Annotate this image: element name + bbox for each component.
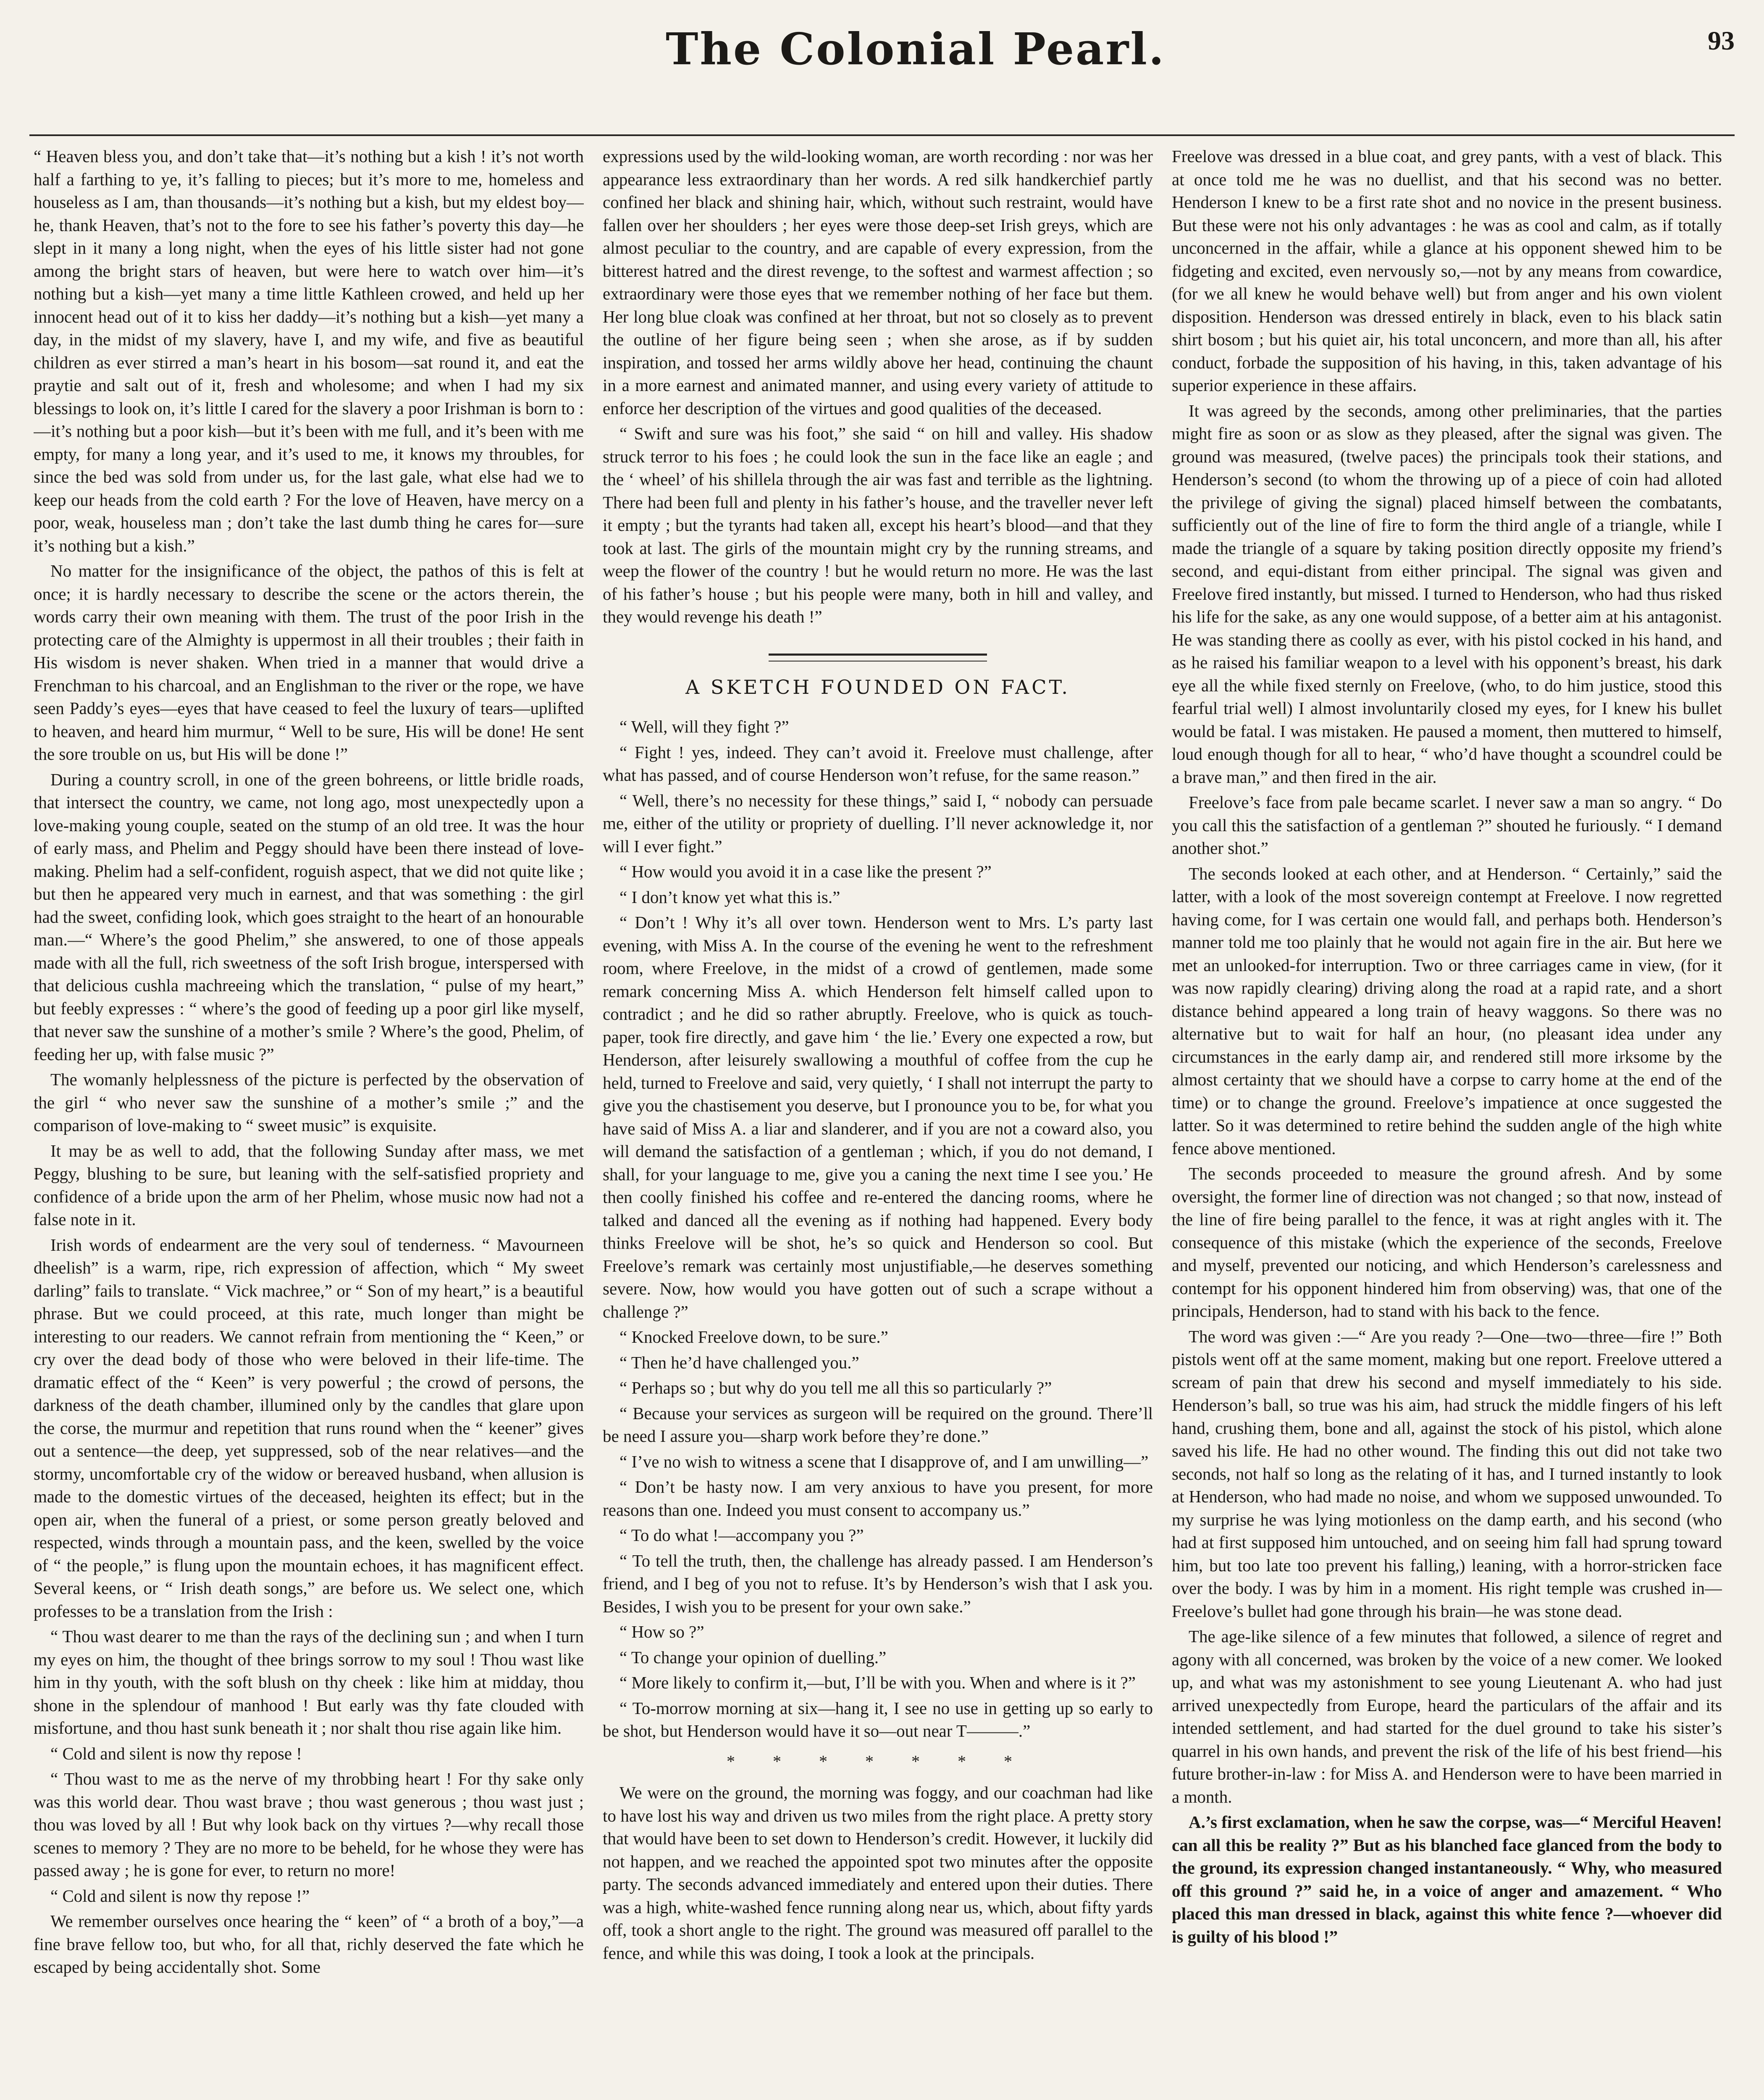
keen-refrain: “ Cold and silent is now thy repose ! [50,1743,302,1763]
keen-verse: “ Thou wast dearer to me than the rays of the declining sun ; and when I turn my eyes on him, the thought of thee brings sorrow to my soul ! Thou wast like him in thy youth, with the soft blush on thy cheek : like him at midday, thou shone in the splendour of manhood ! But early was thy fate clouded with misfortune, and thou hast sunk beneath it ; nor shalt thou rise again like him. [34,1627,584,1738]
paragraph: Freelove was dressed in a blue coat, and grey pants, with a vest of black. This at once told me he was no duellist, and that his second was no better. Henderson I knew to be a first rate shot and no novice in the present business. But these were not his only advantages : he was as cool and calm, as if totally unconcerned in the affair, while a glance at his opponent shewed him to be fidgeting and excited, even nervously so,—not by any means from cowardice, (for we all knew he would behave well) but from anger and his own violent disposition. Henderson was dressed entirely in black, even to his black satin shirt bosom ; but his quiet air, his total unconcern, and more than all, his after conduct, forbade the supposition of his having, in this, taken advantage of his superior experience in these affairs. [1172,147,1722,395]
paragraph: It was agreed by the seconds, among other preliminaries, that the parties might fire as soon or as slow as they pleased, after the signal was given. The ground was measured, (twelve paces) the principals took their stations, and Henderson’s second (to whom the throwing up of a piece of coin had alloted the privilege of giving the signal) placed himself between the combatants, sufficiently out of the line of fire to form the third angle of a triangle, while I made the triangle of a square by taking position directly opposite my friend’s second, and equi-distant from either principal. The signal was given and Freelove fired instantly, but missed. I turned to Henderson, who had thus risked his life for the sake, as any one would suppose, of a better aim at his antagonist. He was standing there as coolly as ever, with his pistol cocked in his hand, and as he raised his familiar weapon to a level with his opponent’s breast, his dark eye all the while fixed sternly on Freelove, (who, to do him justice, stood this fearful trial well) I almost involuntarily closed my eyes, for I knew his bullet would be fatal. I was mistaken. He paused a moment, then muttered to himself, loud enough though for all to hear, “ who’d have thought a scoundrel could be a brave man,” and then fired in the air. [1172,401,1722,787]
dialogue-line: “ I’ve no wish to witness a scene that I disapprove of, and I am unwilling—” [620,1452,1149,1471]
dialogue-line: “ Then he’d have challenged you.” [620,1352,859,1372]
page-number: 93 [1708,26,1735,55]
dialogue-line: “ To do what !—accompany you ?” [620,1525,864,1545]
paragraph: No matter for the insignificance of the object, the pathos of this is felt at once; it is hardly necessary to describe the scene or the actors therein, the words carry their own meaning with them. The trust of the poor Irish in the protecting care of the Almighty is uppermost in all their troubles ; their faith in His wisdom is never shaken. When tried in a manner that would drive a Frenchman to his charcoal, and an Englishman to the river or the rope, we have seen Paddy’s eyes—eyes that have ceased to feel the luxury of tears—uplifted to heaven, and heard him murmur, “ Well to be sure, His will be done! He sent the sore trouble on us, but His will be done !” [34,561,584,764]
dialogue-line: “ Because your services as surgeon will be required on the ground. There’ll be need I assure you—sharp work before they’re done.” [603,1403,1153,1446]
dialogue-line: “ Don’t ! Why it’s all over town. Henderson went to Mrs. L’s party last evening, with Miss A. In the course of the evening he went to the refreshment room, where Freelove, in the midst of a crowd of gentlemen, made some remark concerning Miss A. which Henderson felt himself called upon to contradict ; and he did so rather abruptly. Freelove, who is quick as touch-paper, took fire directly, and gave him ‘ the lie.’ Every one expected a row, but Henderson, after leisurely swallowing a mouthful of coffee from the cup he held, turned to Freelove and said, very quietly, ‘ I shall not interrupt the party to give you the chastisement you deserve, but I pronounce you to be, for what you have said of Miss A. a liar and slanderer, and if you are not a coward also, you will demand the satisfaction of a gentleman ; which, if you do not demand, I shall, for your language to me, give you a caning the next time I see you.’ He then coolly finished his coffee and re-entered the dancing rooms, where he talked and danced all the evening as if nothing had happened. Every body thinks Freelove will be shot, he’s so quick and Henderson so cool. But Freelove’s remark was certainly most unjustifiable,—he deserves something severe. Now, how would you have gotten out of such a scrape without a challenge ?” [603,913,1153,1321]
paragraph: During a country scroll, in one of the green bohreens, or little bridle roads, that intersect the country, we came, not long ago, most unexpectedly upon a love-making young couple, seated on the stump of an old tree. It was the hour of early mass, and Phelim and Peggy should have been there instead of love-making. Phelim had a self-confident, roguish aspect, that we did not quite like ; but then he appeared very much in earnest, and that was something : the girl had the sweet, confiding look, which goes straight to the heart of an honourable man.—“ Where’s the good Phelim,” she answered, to one of those appeals made with all the full, rich sweetness of the soft Irish brogue, interspersed with that delicious cushla machreeing which the translation, “ pulse of my heart,” but feebly expresses : “ where’s the good of feeding up a poor girl like myself, that never saw the sunshine of a mother’s smile ? Where’s the good, Phelim, of feeding her up, with false music ?” [34,769,584,1064]
dialogue-line: “ Fight ! yes, indeed. They can’t avoid it. Freelove must challenge, after what has passed, and of course Henderson won’t refuse, for the same reason.” [603,742,1153,785]
column-2 [603,145,1153,2100]
dialogue-line: “ Well, will they fight ?” [620,717,789,736]
paragraph: A.’s first exclamation, when he saw the corpse, was—“ Merciful Heaven! can all this be reality ?” But as his blanched face glanced from the body to the ground, its expression changed instantaneously. “ Why, who measured off this ground ?” said he, in a voice of anger and amazement. “ Who placed this man dressed in black, against this white fence ?—whoever did is guilty of his blood !” [1172,1812,1722,1946]
keen-refrain: “ Cold and silent is now thy repose !” [50,1886,310,1906]
section-title: A SKETCH FOUNDED ON FACT. [685,675,1070,698]
paragraph: The seconds looked at each other, and at Henderson. “ Certainly,” said the latter, with a look of the most sovereign contempt at Freelove. I now regretted having come, for I was certain one would fall, and perhaps both. Henderson’s manner told me too plainly that he would not again fire in the air. But here we met an unlooked-for interruption. Two or three carriages came in view, (for it was now rapidly clearing) driving along the road at a rapid rate, and a short distance behind appeared a long train of heavy waggons. So there was no alternative but to wait for half an hour, (no pleasant idea under any circumstances in the early damp air, and rendered still more irksome by the almost certainty that we should have a corpse to carry home at the end of the time) or to change the ground. Freelove’s impatience at once suggested the latter. So it was determined to retire behind the sudden angle of the high white fence above mentioned. [1172,864,1722,1158]
paragraph: “ Swift and sure was his foot,” she said “ on hill and valley. His shadow struck terror to his foes ; he could look the sun in the face like an eagle ; and the ‘ wheel’ of his shillela through the air was fast and terrible as the lightning. There had been full and plenty in his father’s house, and the traveller never left it empty ; but the tyrants had taken all, except his heart’s blood—and that they took at last. The girls of the mountain might cry by the running streams, and weep the flower of the country ! but he would return no more. He was the last of his father’s house ; but his people were many, both in hill and valley, and they would revenge his death !” [603,424,1153,626]
section-rule [769,654,987,662]
paragraph: The word was given :—“ Are you ready ?—One—two—three—fire !” Both pistols went off at the same moment, making but one report. Freelove uttered a scream of pain that drew his second and myself immediately to his side. Henderson’s ball, so true was his aim, had struck the middle fingers of his left hand, crushing them, bone and all, against the stock of his pistol, which alone saved his life. He had no other wound. The finding this out did not take two seconds, not half so long as the relating of it has, and I turned instantly to look at Henderson, who had made no noise, and whom we supposed unwounded. To my surprise he was lying motionless on the damp earth, and his second (who had at first supposed him untouched, and on seeing him fall had sprung toward him, but too late too prevent his falling,) leaning, with a horror-stricken face over the body. I was by him in a moment. His right temple was crushed in—Freelove’s bullet had gone through his brain—he was stone dead. [1172,1326,1722,1621]
dialogue-line: “ How would you avoid it in a case like the present ?” [620,862,992,881]
article-columns [34,145,1730,2100]
dialogue-line: “ I don’t know yet what this is.” [620,887,840,907]
dialogue-line: “ Perhaps so ; but why do you tell me all this so particularly ?” [620,1378,1052,1397]
section-break [603,654,1153,699]
paragraph: It may be as well to add, that the following Sunday after mass, we met Peggy, blushing to be sure, but leaning with the self-satisfied propriety and confidence of a bride upon the arm of her Phelim, whose music now had not a false note in it. [34,1141,584,1229]
dialogue-line: “ To-morrow morning at six—hang it, I see no use in getting up so early to be shot, but Henderson would have it so—out near T———.” [603,1698,1153,1740]
paragraph: The age-like silence of a few minutes that followed, a silence of regret and agony with all concerned, was broken by the voice of a new comer. We looked up, and what was my astonishment to see young Lieutenant A. who had just arrived unexpectedly from Europe, heard the particulars of the affair and its intended settlement, and had started for the duel ground to take his sister’s quarrel in his own hands, and prevent the risk of the life of his best friend—his future brother-in-law : for Miss A. and Henderson were to have been married in a month. [1172,1627,1722,1806]
masthead-title: The Colonial Pearl. [665,23,1166,75]
dialogue-line: “ How so ?” [620,1622,704,1641]
paragraph: We were on the ground, the morning was foggy, and our coachman had like to have lost his way and driven us two miles from the right place. A pretty story that would have been to set down to Henderson’s credit. However, it luckily did not happen, and we reached the appointed spot two minutes after the opposite party. The seconds advanced immediately and entered upon their duties. There was a high, white-washed fence running along near us, which, about fifty yards off, took a short angle to the right. The ground was measured off parallel to the fence, and while this was doing, I took a look at the principals. [603,1783,1153,1963]
paragraph: Irish words of endearment are the very soul of tenderness. “ Mavourneen dheelish” is a warm, ripe, rich expression of affection, which “ My sweet darling” fails to translate. “ Vick machree,” or “ Son of my heart,” is a beautiful phrase. But we could proceed, at this rate, much longer than might be interesting to our readers. We cannot refrain from mentioning the “ Keen,” or cry over the dead body of those who were beloved in their life-time. The dramatic effect of the “ Keen” is very powerful ; the crowd of persons, the darkness of the death chamber, illumined only by the candles that glare upon the corse, the murmur and repetition that runs round when the “ keener” gives out a sentence—the deep, yet suppressed, sob of the near relatives—and the stormy, uncomfortable cry of the widow or bereaved husband, when allusion is made to the domestic virtues of the deceased, heighten its effect; but in the open air, when the funeral of a priest, or some person greatly beloved and respected, winds through a mountain pass, and the keen, swelled by the voice of “ the people,” is flung upon the mountain echoes, it has magnificent effect. Several keens, or “ Irish death songs,” are before us. We select one, which professes to be a translation from the Irish : [34,1235,584,1621]
paragraph: We remember ourselves once hearing the “ keen” of “ a broth of a boy,”—a fine brave fellow too, but who, for all that, richly deserved the fate which he escaped by being accidentally shot. Some [34,1911,584,1977]
column-1 [34,145,584,2100]
paragraph: expressions used by the wild-looking woman, are worth recording : nor was her appearance less extraordinary than her words. A red silk handkerchief partly confined her black and shining hair, which, without such restraint, would have fallen over her shoulders ; her eyes were those deep-set Irish greys, which are almost peculiar to the country, and are capable of every expression, from the bitterest hatred and the direst revenge, to the softest and warmest affection ; so extraordinary were those eyes that we remember nothing of her face but them. Her long blue cloak was confined at her throat, but not so closely as to prevent the outline of her figure being seen ; when she arose, as if by sudden inspiration, and tossed her arms wildly above her head, continuing the chaunt in a more earnest and animated manner, and using every variety of attitude to enforce her description of the virtues and good qualities of the deceased. [603,147,1153,418]
paragraph: Freelove’s face from pale became scarlet. I never saw a man so angry. “ Do you call this the satisfaction of a gentleman ?” shouted he furiously. “ I demand another shot.” [1172,793,1722,858]
paragraph: “ Heaven bless you, and don’t take that—it’s nothing but a kish ! it’s not worth half a farthing to ye, it’s falling to pieces; but it’s more to me, homeless and houseless as I am, than thousands—it’s nothing but a kish, but my eldest boy—he, thank Heaven, that’s not to the fore to see his father’s poverty this day—he slept in it many a long night, when the eyes of his little sister had not gone among the bright stars of heaven, but were here to watch over him—it’s nothing but a kish—yet many a time little Kathleen crowed, and held up her innocent head out of it to kiss her daddy—it’s nothing but a kish—yet many a day, in the midst of my slavery, have I, and my wife, and five as beautiful children as ever stirred a man’s heart in his bosom—sat round it, and eat the praytie and salt out of it, fresh and wholesome; and when I had my six blessings to look on, it’s little I cared for the slavery a poor Irishman is born to :—it’s nothing but a poor kish—but it’s been with me full, and it’s been with me empty, for many a long year, and it’s used to me, it knows my throubles, for since the bed was sold from under us, for the last gale, what else had we to keep our heads from the cold earth ? For the love of Heaven, have mercy on a poor, weak, houseless man ; don’t take the last dumb thing he cares for—sure it’s nothing but a kish.” [34,147,584,555]
header-rule [29,134,1735,136]
dialogue-line: “ Well, there’s no necessity for these things,” said I, “ nobody can persuade me, either of the utility or propriety of duelling. I’ll never acknowledge it, nor will I ever fight.” [603,790,1153,856]
dialogue-line: “ To tell the truth, then, the challenge has already passed. I am Henderson’s friend, and I beg of you not to refuse. It’s by Henderson’s wish that I ask you. Besides, I wish you to be present for your own sake.” [603,1551,1153,1616]
section-stars: * * * * * * * [727,1751,1029,1771]
keen-verse: “ Thou wast to me as the nerve of my throbbing heart ! For thy sake only was this world dear. Thou wast brave ; thou wast generous ; thou wast just ; thou was loved by all ! But why look back on thy virtues ?—why recall those scenes to memory ? They are no more to be beheld, for he whose they were has passed away ; he is gone for ever, to return no more! [34,1769,584,1880]
column-3 [1172,145,1722,2100]
paragraph: The womanly helplessness of the picture is perfected by the observation of the girl “ who never saw the sunshine of a mother’s smile ;” and the comparison of love-making to “ sweet music” is exquisite. [34,1070,584,1135]
dialogue-line: “ Knocked Freelove down, to be sure.” [620,1327,888,1347]
dialogue-line: “ To change your opinion of duelling.” [620,1647,887,1667]
dialogue-line: “ Don’t be hasty now. I am very anxious to have you present, for more reasons than one. Indeed you must consent to accompany us.” [603,1477,1153,1520]
dialogue-line: “ More likely to confirm it,—but, I’ll be with you. When and where is it ?” [620,1673,1136,1692]
paragraph: The seconds proceeded to measure the ground afresh. And by some oversight, the former line of direction was not changed ; so that now, instead of the line of fire being parallel to the fence, it was at right angles with it. The consequence of this mistake (which the experience of the seconds, Freelove and myself, prevented our noticing, and which Henderson’s carelessness and contempt for his opponent hindered him from observing) was, that one of the principals, Henderson, had to stand with his back to the fence. [1172,1164,1722,1320]
